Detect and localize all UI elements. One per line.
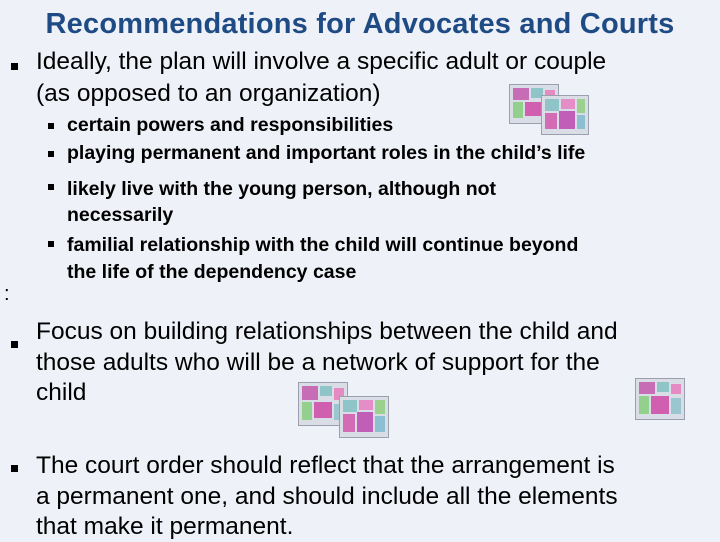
broken-image-placeholder-icon (541, 95, 589, 135)
sub-bullet-3-line1: likely live with the young person, although not (67, 178, 497, 200)
broken-image-placeholder-icon (635, 378, 685, 420)
bullet-marker (11, 63, 18, 70)
sub-bullet-marker (48, 241, 54, 247)
bullet-marker (11, 341, 18, 348)
sub-bullet-marker (48, 184, 54, 190)
broken-image-placeholder-icon (339, 396, 389, 438)
sub-bullet-marker (48, 123, 54, 129)
bullet2-line3: child (36, 379, 87, 406)
bullet-marker (11, 465, 18, 472)
bullet3-line2: a permanent one, and should include all the elements (36, 483, 618, 510)
slide-title: Recommendations for Advocates and Courts (45, 8, 675, 40)
bullet1-line2: (as opposed to an organization) (36, 80, 381, 107)
sub-bullet-2: playing permanent and important roles in the child’s life (67, 142, 586, 164)
bullet3-line3: that make it permanent. (36, 513, 294, 540)
bullet2-line2: those adults who will be a network of support for the (36, 349, 600, 376)
sub-bullet-1: certain powers and responsibilities (67, 114, 394, 136)
sub-bullet-4-line1: familial relationship with the child will continue beyond (67, 234, 579, 256)
sub-bullet-marker (48, 151, 54, 157)
bullet2-line1: Focus on building relationships between the child and (36, 318, 618, 345)
bullet1-line1: Ideally, the plan will involve a specific adult or couple (36, 48, 607, 75)
sub-bullet-4-line2: the life of the dependency case (67, 261, 357, 283)
bullet3-line1: The court order should reflect that the arrangement is (36, 452, 615, 479)
stray-colon: : (4, 283, 10, 305)
sub-bullet-3-line2: necessarily (67, 204, 174, 226)
